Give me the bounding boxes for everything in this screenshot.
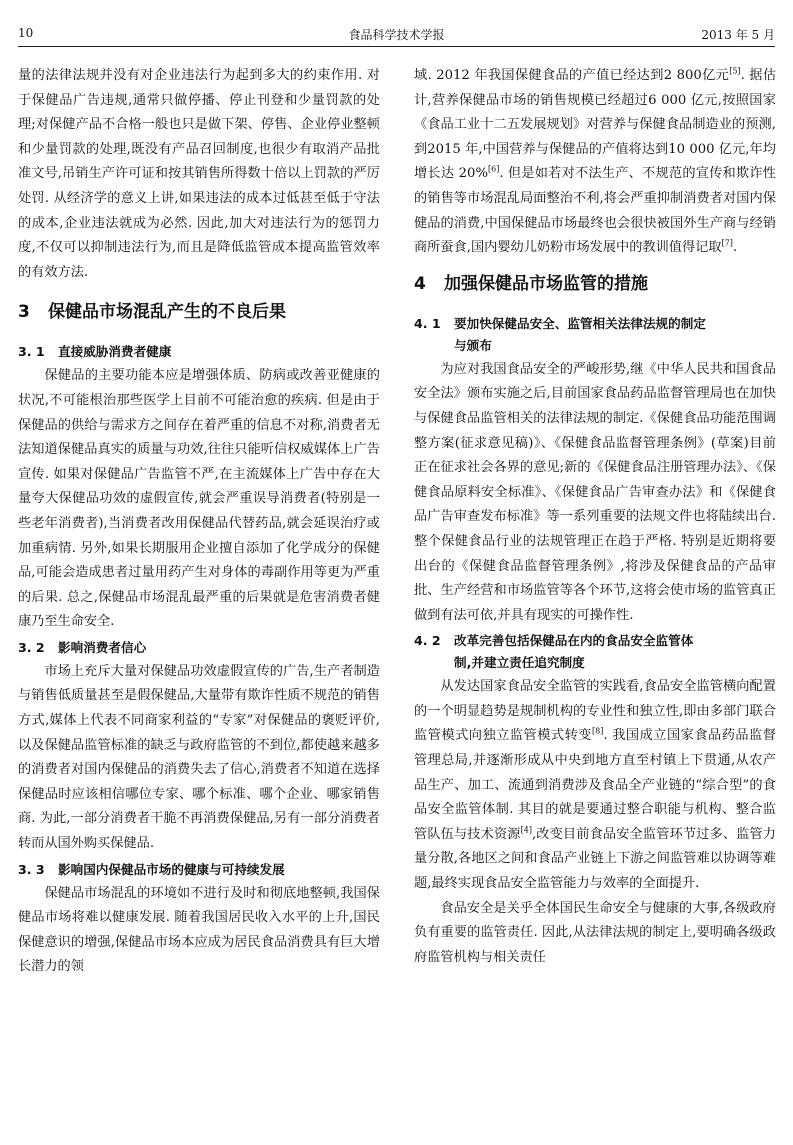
running-header — [18, 26, 775, 47]
continued-paragraph: 量的法律法规并没有对企业违法行为起到多大的约束作用. 对于保健品广告违规,通常只做停播、停止刊登和少量罚款的处理;对保健产品不合格一般也只是做下架、停售、企业停业整顿和少量罚款的处理,既没有产品召回制度,也很少有取消产品批准文号,吊销生产许可证和按其销售所得数十倍以上罚款的严厉处罚. 从经济学的意义上讲,如果违法的成本过低甚至低于守法的成本,企业违法就成为必然. 因此,加大对违法行为的惩罚力度,不仅可以抑制违法行为,而且是降低监管成本提高监管效率的有效方法. — [18, 68, 380, 280]
paragraph-text: ,改变目前食品安全监管环节过多、监管力量分散,各地区之间和食品产业链上下游之间监管难以协调等难题,最终实现食品安全监管能力与效率的全面提升. — [414, 826, 776, 892]
section-4-number: 4 — [414, 273, 426, 294]
subsection-4-1-number: 4. 1 — [414, 315, 441, 331]
subsection-4-2-title-line2: 制,并建立责任追究制度 — [454, 655, 585, 671]
paragraph-text: 从发达国家食品安全监管的实践看,食品安全监管横向配置的一个明显趋势是规制机构的专业性和独立性,即由多部门联合监管模式向独立监管模式转变 — [414, 679, 776, 744]
citation-5: [5] — [729, 66, 741, 76]
subsection-3-2-title: 影响消费者信心 — [58, 639, 147, 655]
subsection-3-1-text: 保健品的主要功能本应是增强体质、防病或改善亚健康的状况,不可能根治那些医学上目前不可能治愈的疾病. 但是由于保健品的供给与需求方之间存在着严重的信息不对称,消费者无法知道保健品真实的质量与功效,往往只能听信权威媒体上广告宣传. 如果对保健品广告监管不严,在主流媒体上广告中存在大量夸大保健品功效的虚假宣传,就会严重误导消费者(特别是一些老年消费者),当消费者改用保健品代替药品,就会延误治疗或加重病情. 另外,如果长期服用企业擅自添加了化学成分的保健品,可能会造成患者过量用药产生对身体的毒副作用等更为严重的后果. 总之,保健品市场混乱最严重的后果就是危害消费者健康乃至生命安全. — [18, 368, 380, 630]
journal-title: 食品科学技术学报 — [348, 28, 445, 42]
subsection-4-1-heading — [414, 313, 776, 357]
subsection-4-1-text: 为应对我国食品安全的严峻形势,继《中华人民共和国食品安全法》颁布实施之后,目前国家食品药品监督管理局也在加快与保健食品监管相关的法律法规的制定.《保健食品功能范围调整方案(征求意见稿)》、《保健食品监督管理条例》(草案)目前正在征求社会各界的意见;新的《保健食品注册管理办法》、《保健食品原料安全标准》、《保健食品广告审查办法》和《保健食品广告审查发布标准》等一系列重要的法规文件也将陆续出台. 整个保健食品行业的法规管理正在趋于严格. 特别是近期将要出台的《保健食品监督管理条例》,将涉及保健食品的产品审批、生产经营和市场监管等各个环节,这将会使市场的监管真正做到有法可依,并具有现实的可操作性. — [414, 361, 776, 623]
paragraph-text: 域. 2012 年我国保健食品的产值已经达到2 800亿元 — [414, 68, 730, 83]
subsection-3-3-text: 保健品市场混乱的环境如不进行及时和彻底地整顿,我国保健品市场将难以健康发展. 随着我国居民收入水平的上升,国民保健意识的增强,保健品市场本应成为居民食品消费具有巨大增长潜力的领 — [18, 885, 380, 975]
subsection-4-2-heading — [414, 630, 776, 674]
section-3-heading — [18, 299, 380, 325]
subsection-3-3-title: 影响国内保健品市场的健康与可持续发展 — [58, 861, 285, 877]
subsection-4-2-number: 4. 2 — [414, 633, 441, 649]
citation-8: [8] — [591, 727, 604, 737]
subsection-3-3-number: 3. 3 — [18, 861, 45, 877]
subsection-3-2-heading — [18, 637, 380, 659]
section-4-title: 加强保健品市场监管的措施 — [444, 273, 648, 294]
paragraph-text: . 但是如若对不法生产、不规范的宣传和欺诈性的销售等市场混乱局面整治不利,将会严重抑制消费者对国内保健品的消费,中国保健品市场最终也会很快被国外生产商与经销商所蚕食,国内婴幼儿奶粉市场发展中的教训值得记取 — [414, 166, 776, 256]
left-column — [18, 64, 380, 980]
subsection-4-1-title-line1: 要加快保健品安全、监管相关法律法规的制定 — [454, 315, 706, 331]
subsection-3-2-text: 市场上充斥大量对保健品功效虚假宣传的广告,生产者制造与销售低质量甚至是假保健品,大量带有欺诈性质不规范的销售方式,媒体上代表不同商家利益的“专家”对保健品的褒贬评价,以及保健品监管标准的缺乏与政府监管的不到位,都使越来越多的消费者对国内保健品的消费失去了信心,消费者不知道在选择保健品时应该相信哪位专家、哪个标准、哪个企业、哪家销售商. 为此,一部分消费者干脆不再消费保健品,另有一部分消费者转而从国外购买保健品. — [18, 663, 380, 852]
paragraph-text: . — [732, 240, 738, 256]
issue-date: 2013 年 5 月 — [701, 28, 775, 42]
subsection-4-2-text — [414, 675, 776, 896]
subsection-4-1-title-line2: 与颁布 — [454, 337, 492, 353]
citation-7: [7] — [721, 238, 733, 248]
subsection-4-2-text-2: 食品安全是关乎全体国民生命安全与健康的大事,各级政府负有重要的监管责任. 因此,从法律法规的制定上,要明确各级政府监管机构与相关责任 — [414, 900, 776, 965]
section-3-title: 保健品市场混乱产生的不良后果 — [48, 302, 286, 323]
subsection-3-1-heading — [18, 341, 380, 363]
section-4-heading — [414, 271, 776, 297]
paragraph-text: . 我国成立国家食品药品监督管理总局,并逐渐形成从中央到地方直至村镇上下贯通,从农产品生产、加工、流通到消费涉及食品全产业链的“综合型”的食品安全监管体制. 其目的就是要通过整合职能与机构、整合监管队伍与技术资源 — [414, 728, 776, 842]
paragraph-text: . 据估计,营养保健品市场的销售规模已经超过6 000 亿元,按照国家《食品工业十二五发展规划》对营养与保健食品制造业的预测,到2015 年,中国营养与保健品的产值将达到10 000 亿元,年均增长达 20% — [414, 68, 777, 182]
citation-4: [4] — [520, 825, 532, 835]
subsection-3-2-number: 3. 2 — [18, 639, 45, 655]
continued-paragraph-right — [414, 64, 776, 261]
citation-6: [6] — [487, 164, 500, 174]
page-number: 10 — [18, 26, 34, 40]
right-column — [414, 64, 776, 970]
subsection-4-2-title-line1: 改革完善包括保健品在内的食品安全监管体 — [454, 633, 694, 649]
subsection-3-3-heading — [18, 859, 380, 881]
subsection-3-1-number: 3. 1 — [18, 344, 45, 360]
subsection-3-1-title: 直接威胁消费者健康 — [58, 344, 172, 360]
section-3-number: 3 — [18, 302, 30, 323]
